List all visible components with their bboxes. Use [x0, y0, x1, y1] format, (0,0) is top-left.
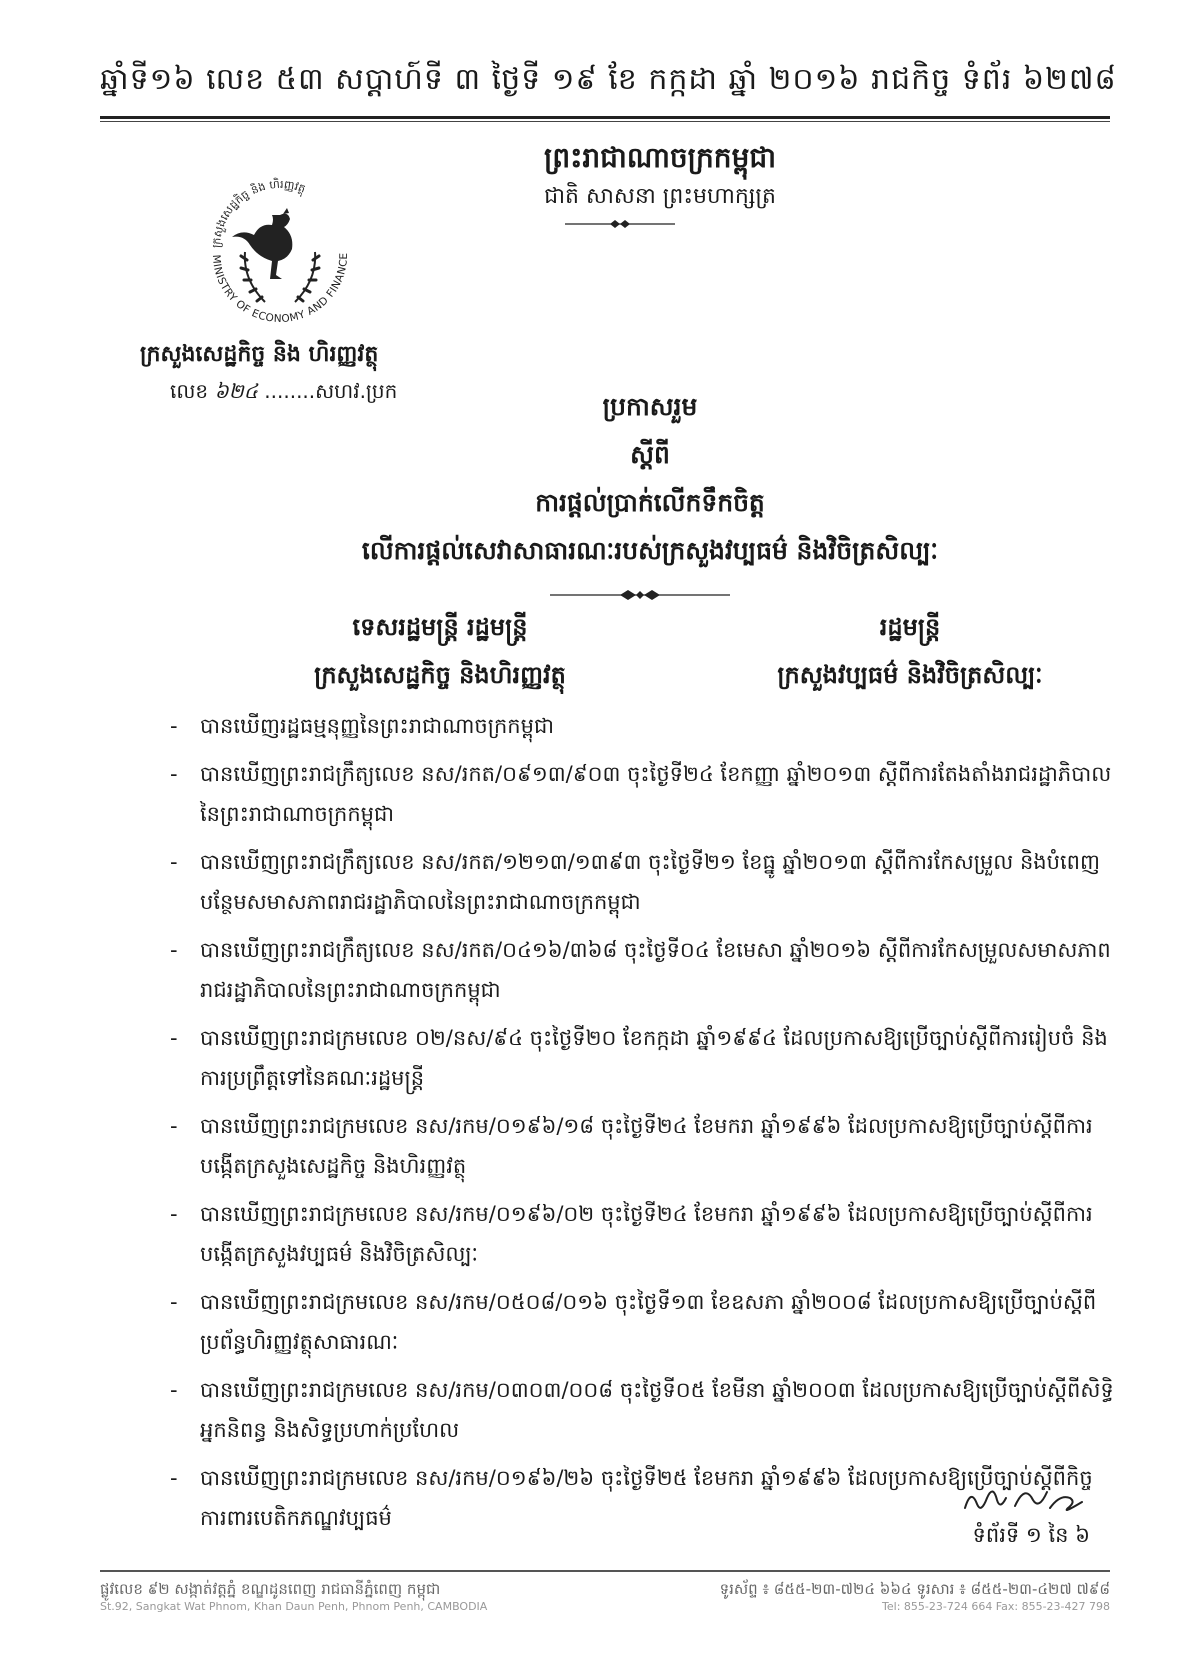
footer-address-kh: ផ្លូវលេខ ៩២ សង្កាត់វត្តភ្នំ ខណ្ឌដូនពេញ រាជធានីភ្នំពេញ កម្ពុជា	[100, 1580, 441, 1598]
svg-text:ក្រសួងសេដ្ឋកិច្ច និង ហិរញ្ញវត្: ក្រសួងសេដ្ឋកិច្ច និង ហិរញ្ញវត្ថុ	[209, 177, 308, 249]
title-line-1: ប្រកាសរួម	[602, 392, 698, 421]
title-line-2: ស្តីពី	[630, 440, 670, 469]
list-item: - បានឃើញព្រះរាជក្រឹត្យលេខ នស/រកត/០៤១៦/៣៦៨ ចុះថ្ងៃទី០៤ ខែមេសា ឆ្នាំ២០១៦ ស្តីពីការកែសម្រួលសមាសភាពរាជរដ្ឋាភិបាលនៃព្រះរាជាណាចក្រកម្ពុជា	[170, 938, 1111, 1002]
list-item: - បានឃើញព្រះរាជក្រមលេខ នស/រកម/០១៩៦/២៦ ចុះថ្ងៃទី២៥ ខែមករា ឆ្នាំ១៩៩៦ ដែលប្រកាសឱ្យប្រើច្បាប់ស្តីពីកិច្ចការពារបេតិកភណ្ឌវប្បធម៌	[170, 1466, 1093, 1530]
list-item: - បានឃើញព្រះរាជក្រឹត្យលេខ នស/រកត/០៩១៣/៩០៣ ចុះថ្ងៃទី២៤ ខែកញ្ញា ឆ្នាំ២០១៣ ស្តីពីការតែងតាំងរាជរដ្ឋាភិបាលនៃព្រះរាជាណាចក្រកម្ពុជា	[170, 762, 1112, 826]
title-line-4: លើការផ្តល់សេវាសាធារណៈរបស់ក្រសួងវប្បធម៌ និងវិចិត្រសិល្បៈ	[361, 536, 939, 565]
list-item: - បានឃើញព្រះរាជក្រមលេខ នស/រកម/០៥០៨/០១៦ ចុះថ្ងៃទី១៣ ខែឧសភា ឆ្នាំ២០០៨ ដែលប្រកាសឱ្យប្រើច្បាប់ស្តីពីប្រព័ន្ធហិរញ្ញវត្ថុសាធារណៈ	[170, 1290, 1097, 1354]
kingdom-name: ព្រះរាជាណាចក្រកម្ពុជា	[543, 141, 776, 174]
list-item: - បានឃើញព្រះរាជក្រមលេខ នស/រកម/០១៩៦/០២ ចុះថ្ងៃទី២៤ ខែមករា ឆ្នាំ១៩៩៦ ដែលប្រកាសឱ្យប្រើច្បាប់ស្តីពីការបង្កើតក្រសួងវប្បធម៌ និងវិចិត្រសិល្បៈ	[170, 1202, 1093, 1266]
left-signatory-title: ទេសរដ្ឋមន្ត្រី រដ្ឋមន្ត្រី	[352, 613, 528, 641]
initials-signature	[960, 1478, 1090, 1518]
national-motto: ជាតិ សាសនា ព្រះមហាក្សត្រ	[544, 184, 776, 209]
list-item: - បានឃើញរដ្ឋធម្មនុញ្ញនៃព្រះរាជាណាចក្រកម្ពុជា	[170, 714, 554, 738]
page-number: ទំព័រទី ១ នៃ ៦	[972, 1523, 1090, 1547]
left-signatory-ministry: ក្រសួងសេដ្ឋកិច្ច និងហិរញ្ញវត្ថុ	[314, 661, 566, 689]
ministry-seal-icon	[185, 160, 375, 350]
footer-phone-kh: ទូរស័ព្ទ ៖ ៨៥៥-២៣-៧២៤ ៦៦៤ ទូរសារ ៖ ៨៥៥-២៣-៤២៧ ៧៩៨	[719, 1580, 1110, 1598]
list-item: - បានឃើញព្រះរាជក្រឹត្យលេខ នស/រកត/១២១៣/១៣៩៣ ចុះថ្ងៃទី២១ ខែធ្នូ ឆ្នាំ២០១៣ ស្តីពីការកែសម្រួល និងបំពេញបន្ថែមសមាសភាពរាជរដ្ឋាភិបាលនៃព្រះរាជាណាចក្រកម្ពុជា	[170, 850, 1100, 914]
ministry-name: ក្រសួងសេដ្ឋកិច្ច និង ហិរញ្ញវត្ថុ	[140, 342, 379, 367]
title-line-3: ការផ្តល់ប្រាក់លើកទឹកចិត្ត	[535, 488, 765, 517]
footer-address-en: St.92, Sangkat Wat Phnom, Khan Daun Penh, Phnom Penh, CAMBODIA	[100, 1600, 488, 1613]
list-item: - បានឃើញព្រះរាជក្រមលេខ នស/រកម/០១៩៦/១៨ ចុះថ្ងៃទី២៤ ខែមករា ឆ្នាំ១៩៩៦ ដែលប្រកាសឱ្យប្រើច្បាប់ស្តីពីការបង្កើតក្រសួងសេដ្ឋកិច្ច និងហិរញ្ញវត្ថុ	[170, 1114, 1093, 1178]
svg-text:MINISTRY OF ECONOMY AND FINANC: MINISTRY OF ECONOMY AND FINANCE	[209, 252, 351, 326]
list-item: - បានឃើញព្រះរាជក្រមលេខ ០២/នស/៩៤ ចុះថ្ងៃទី២០ ខែកក្កដា ឆ្នាំ១៩៩៤ ដែលប្រកាសឱ្យប្រើច្បាប់ស្តីពីការរៀបចំ និងការប្រព្រឹត្តទៅនៃគណៈរដ្ឋមន្ត្រី	[170, 1026, 1108, 1090]
number-suffix: ........សហវ.ប្រក	[264, 379, 398, 403]
header-rule	[100, 116, 1110, 119]
right-signatory-ministry: ក្រសួងវប្បធម៌ និងវិចិត្រសិល្បៈ	[777, 661, 1043, 689]
title-ornament	[550, 588, 730, 602]
footer-rule	[100, 1570, 1110, 1572]
legal-references-list	[170, 706, 1120, 1546]
gazette-header: ឆ្នាំទី១៦ លេខ ៥៣ សប្តាហ៍ទី ៣ ថ្ងៃទី ១៩ ខែ កក្កដា ឆ្នាំ ២០១៦ រាជកិច្ច ទំព័រ ៦២៧៨	[100, 62, 1117, 97]
right-signatory-title: រដ្ឋមន្ត្រី	[879, 613, 941, 641]
footer-phone-en: Tel: 855-23-724 664 Fax: 855-23-427 798	[882, 1600, 1110, 1613]
number-prefix: លេខ	[170, 379, 209, 403]
number-handwritten: ៦២៤	[214, 379, 258, 403]
motto-ornament	[565, 218, 675, 230]
list-item: - បានឃើញព្រះរាជក្រមលេខ នស/រកម/០៣០៣/០០៨ ចុះថ្ងៃទី០៥ ខែមីនា ឆ្នាំ២០០៣ ដែលប្រកាសឱ្យប្រើច្បាប់ស្តីពីសិទ្ធិអ្នកនិពន្ធ និងសិទ្ធប្រហាក់ប្រហែល	[170, 1378, 1114, 1442]
header-rule-thin	[100, 121, 1110, 122]
